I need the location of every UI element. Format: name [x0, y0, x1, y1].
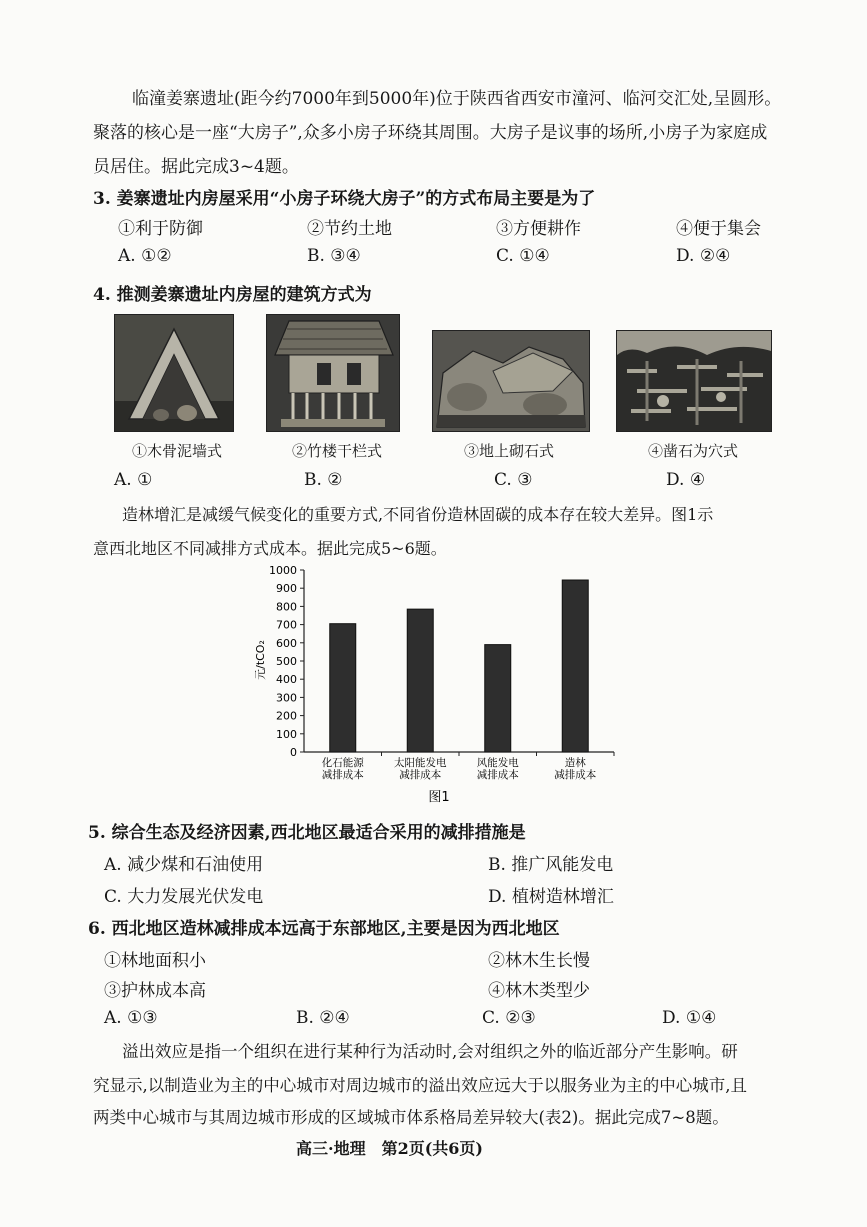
q5-stem: 5. 综合生态及经济因素,西北地区最适合采用的减排措施是 [88, 823, 526, 843]
intro1-line2: 聚落的核心是一座“大房子”,众多小房子环绕其周围。大房子是议事的场所,小房子为家庭成 [93, 123, 768, 143]
q5-choice-d: D. 植树造林增汇 [488, 887, 614, 907]
y-tick-label: 600 [276, 636, 297, 650]
y-axis-label: 元/tCO₂ [254, 640, 267, 680]
q3-item-4: ④便于集会 [676, 219, 761, 239]
y-tick-label: 100 [276, 727, 297, 741]
q5-choice-b: B. 推广风能发电 [488, 855, 614, 875]
q6-choice-b: B. ②④ [296, 1008, 350, 1028]
q6-item-1: ①林地面积小 [104, 951, 206, 971]
y-tick-label: 0 [290, 746, 297, 759]
x-tick-label: 化石能源 [321, 757, 364, 769]
q4-choice-c: C. ③ [494, 470, 533, 490]
x-tick-label: 减排成本 [554, 769, 597, 781]
intro3-line1: 溢出效应是指一个组织在进行某种行为活动时,会对组织之外的临近部分产生影响。研 [122, 1042, 738, 1061]
q5-choice-a: A. 减少煤和石油使用 [104, 855, 264, 875]
photo-caption-2: ②竹楼干栏式 [292, 442, 383, 460]
intro3-line3: 两类中心城市与其周边城市形成的区域城市体系格局差异较大(表2)。据此完成7~8题。 [93, 1108, 729, 1127]
q4-choice-a: A. ① [114, 470, 153, 490]
stilt-house-photo [266, 314, 400, 432]
q3-item-3: ③方便耕作 [496, 219, 581, 239]
y-tick-label: 700 [276, 618, 297, 632]
cost-bar-chart [252, 560, 622, 812]
q6-choice-a: A. ①③ [104, 1008, 158, 1028]
q6-item-4: ④林木类型少 [488, 981, 590, 1001]
bar-1 [330, 624, 356, 752]
y-tick-label: 800 [276, 600, 297, 614]
q3-item-2: ②节约土地 [307, 219, 392, 239]
cave-dwelling-photo [616, 330, 772, 432]
q3-item-1: ①利于防御 [118, 219, 203, 239]
bar-4 [562, 580, 588, 752]
q3-choice-b: B. ③④ [307, 246, 361, 266]
x-tick-label: 减排成本 [321, 769, 364, 781]
q5-choice-c: C. 大力发展光伏发电 [104, 887, 264, 907]
bar-3 [485, 645, 511, 752]
bar-2 [407, 609, 433, 752]
q6-stem: 6. 西北地区造林减排成本远高于东部地区,主要是因为西北地区 [88, 919, 560, 939]
photo-caption-4: ④凿石为穴式 [648, 442, 739, 460]
intro1-line1: 临潼姜寨遗址(距今约7000年到5000年)位于陕西省西安市潼河、临河交汇处,呈圆形。 [132, 89, 782, 109]
q6-choice-c: C. ②③ [482, 1008, 536, 1028]
q6-item-3: ③护林成本高 [104, 981, 206, 1001]
q4-choice-b: B. ② [304, 470, 343, 490]
q4-stem: 4. 推测姜寨遗址内房屋的建筑方式为 [93, 285, 372, 305]
x-tick-label: 减排成本 [476, 769, 519, 781]
stone-house-photo [432, 330, 590, 432]
q3-choice-c: C. ①④ [496, 246, 550, 266]
y-tick-label: 200 [276, 709, 297, 723]
x-tick-label: 造林 [564, 757, 586, 769]
q6-item-2: ②林木生长慢 [488, 951, 590, 971]
page-footer: 高三·地理 第2页(共6页) [296, 1139, 483, 1158]
y-tick-label: 400 [276, 673, 297, 687]
x-tick-label: 减排成本 [399, 769, 442, 781]
q4-choice-d: D. ④ [666, 470, 706, 490]
y-tick-label: 500 [276, 655, 297, 668]
y-tick-label: 1000 [269, 564, 297, 577]
intro3-line2: 究显示,以制造业为主的中心城市对周边城市的溢出效应远大于以服务业为主的中心城市,且 [93, 1076, 747, 1095]
intro1-line3: 员居住。据此完成3~4题。 [93, 157, 299, 177]
intro2-line2: 意西北地区不同减排方式成本。据此完成5~6题。 [93, 539, 447, 558]
y-tick-label: 300 [276, 691, 297, 705]
a-frame-hut-photo [114, 314, 234, 432]
q3-choice-d: D. ②④ [676, 246, 731, 266]
q3-choice-a: A. ①② [118, 246, 172, 266]
photo-caption-1: ①木骨泥墙式 [132, 442, 223, 460]
figure-caption: 图1 [428, 790, 450, 805]
x-tick-label: 太阳能发电 [394, 757, 447, 769]
q6-choice-d: D. ①④ [662, 1008, 717, 1028]
y-tick-label: 900 [276, 582, 297, 596]
q3-stem: 3. 姜寨遗址内房屋采用“小房子环绕大房子”的方式布局主要是为了 [93, 189, 596, 209]
intro2-line1: 造林增汇是减缓气候变化的重要方式,不同省份造林固碳的成本存在较大差异。图1示 [122, 505, 714, 524]
photo-caption-3: ③地上砌石式 [464, 442, 555, 460]
x-tick-label: 风能发电 [476, 757, 519, 769]
